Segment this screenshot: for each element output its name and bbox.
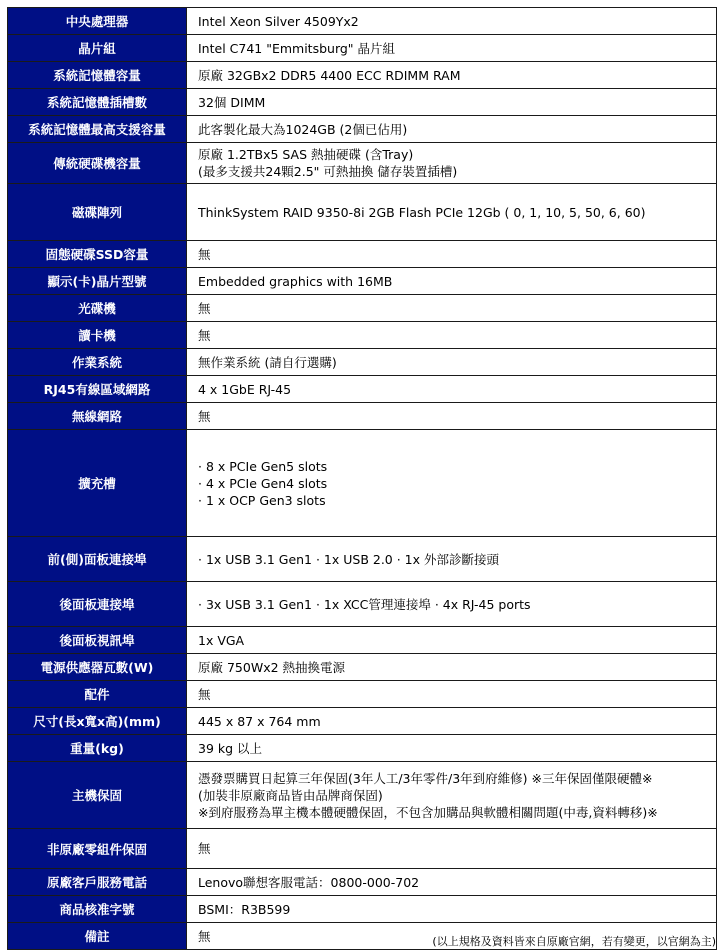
spec-value <box>187 654 717 681</box>
spec-value-line: (最多支援共24顆2.5" 可熱抽換 儲存裝置插槽) <box>198 164 458 179</box>
spec-row <box>8 735 717 762</box>
spec-value-line: 無 <box>198 327 211 343</box>
spec-value-line: Embedded graphics with 16MB <box>198 273 393 289</box>
spec-value-line: ※到府服務為單主機本體硬體保固，不包含加購品與軟體相關問題(中毒,資料轉移)※ <box>198 804 658 820</box>
spec-row <box>8 537 717 582</box>
spec-value <box>187 582 717 627</box>
spec-label: 光碟機 <box>8 295 187 322</box>
spec-row <box>8 349 717 376</box>
spec-table-body <box>8 8 717 950</box>
spec-value <box>187 268 717 295</box>
spec-label: 主機保固 <box>8 762 187 829</box>
spec-value-line: 無 <box>198 246 211 262</box>
spec-value <box>187 896 717 923</box>
spec-row <box>8 35 717 62</box>
spec-value-line: · 1 x OCP Gen3 slots <box>198 492 326 508</box>
spec-row <box>8 322 717 349</box>
spec-value <box>187 116 717 143</box>
spec-label: 非原廠零組件保固 <box>8 829 187 869</box>
spec-value-line: 39 kg 以上 <box>198 740 263 756</box>
spec-row <box>8 143 717 184</box>
spec-label: 前(側)面板連接埠 <box>8 537 187 582</box>
spec-row <box>8 708 717 735</box>
spec-value <box>187 35 717 62</box>
spec-label: 中央處理器 <box>8 8 187 35</box>
spec-table <box>7 7 717 950</box>
spec-value-line: 原廠 1.2TBx5 SAS 熱抽硬碟 (含Tray) <box>198 147 414 162</box>
spec-value-line: 無 <box>198 408 211 424</box>
spec-value <box>187 322 717 349</box>
spec-value <box>187 869 717 896</box>
spec-value-line: BSMI：R3B599 <box>198 901 291 917</box>
spec-value-line: 此客製化最大為1024GB (2個已佔用) <box>198 121 408 137</box>
spec-row <box>8 654 717 681</box>
spec-value-line: 無 <box>198 841 211 856</box>
spec-value-line: 無作業系統 (請自行選購) <box>198 354 337 370</box>
spec-label: 原廠客戶服務電話 <box>8 869 187 896</box>
spec-row <box>8 896 717 923</box>
spec-value-line: · 1x USB 3.1 Gen1 · 1x USB 2.0 · 1x 外部診斷接頭 <box>198 551 500 567</box>
spec-row <box>8 116 717 143</box>
spec-value-line: 4 x 1GbE RJ-45 <box>198 381 292 397</box>
spec-value-line: Lenovo聯想客服電話：0800-000-702 <box>198 874 420 890</box>
spec-row <box>8 869 717 896</box>
spec-value-line: (加裝非原廠商品皆由品牌商保固) <box>198 787 383 803</box>
spec-value-line: 無 <box>198 686 211 702</box>
spec-label: 系統記憶體最高支援容量 <box>8 116 187 143</box>
spec-value <box>187 829 717 869</box>
spec-value-line: 無 <box>198 928 211 944</box>
spec-value-line: ThinkSystem RAID 9350-8i 2GB Flash PCIe 12Gb ( 0, 1, 10, 5, 50, 6, 60) <box>198 204 646 220</box>
spec-value <box>187 241 717 268</box>
spec-value <box>187 403 717 430</box>
spec-row <box>8 762 717 829</box>
spec-label: 系統記憶體插槽數 <box>8 89 187 116</box>
spec-value <box>187 143 717 184</box>
spec-label: 後面板連接埠 <box>8 582 187 627</box>
spec-row <box>8 268 717 295</box>
spec-row <box>8 430 717 537</box>
spec-value <box>187 735 717 762</box>
spec-row <box>8 89 717 116</box>
spec-value <box>187 627 717 654</box>
spec-label: 固態硬碟SSD容量 <box>8 241 187 268</box>
spec-label: RJ45有線區域網路 <box>8 376 187 403</box>
spec-value <box>187 681 717 708</box>
spec-value <box>187 376 717 403</box>
spec-row <box>8 241 717 268</box>
spec-row <box>8 582 717 627</box>
spec-row <box>8 8 717 35</box>
spec-value <box>187 8 717 35</box>
spec-row <box>8 295 717 322</box>
spec-row <box>8 62 717 89</box>
spec-value-line: 原廠 32GBx2 DDR5 4400 ECC RDIMM RAM <box>198 67 461 83</box>
spec-label: 後面板視訊埠 <box>8 627 187 654</box>
spec-value <box>187 89 717 116</box>
footer-note: (以上規格及資料皆來自原廠官網，若有變更，以官網為主) <box>432 935 716 948</box>
spec-row <box>8 184 717 241</box>
spec-label: 讀卡機 <box>8 322 187 349</box>
spec-value-line: 原廠 750Wx2 熱抽換電源 <box>198 659 346 675</box>
spec-value <box>187 349 717 376</box>
spec-value-line: 32個 DIMM <box>198 94 266 110</box>
spec-value-line: · 4 x PCIe Gen4 slots <box>198 475 328 491</box>
spec-value <box>187 295 717 322</box>
spec-value <box>187 762 717 829</box>
spec-label: 配件 <box>8 681 187 708</box>
spec-label: 重量(kg) <box>8 735 187 762</box>
spec-label: 磁碟陣列 <box>8 184 187 241</box>
spec-value-line: 1x VGA <box>198 632 245 648</box>
spec-value <box>187 430 717 537</box>
spec-label: 擴充槽 <box>8 430 187 537</box>
spec-value-line: Intel Xeon Silver 4509Yx2 <box>198 13 359 29</box>
spec-value-line: · 3x USB 3.1 Gen1 · 1x XCC管理連接埠 · 4x RJ-45 ports <box>198 596 531 612</box>
spec-label: 商品核准字號 <box>8 896 187 923</box>
spec-value <box>187 62 717 89</box>
spec-label: 作業系統 <box>8 349 187 376</box>
spec-label: 無線網路 <box>8 403 187 430</box>
spec-value-line: 無 <box>198 300 211 316</box>
spec-row <box>8 403 717 430</box>
spec-value-line: 憑發票購買日起算三年保固(3年人工/3年零件/3年到府維修) ※三年保固僅限硬體※ <box>198 770 653 786</box>
spec-row <box>8 376 717 403</box>
spec-value <box>187 708 717 735</box>
spec-label: 尺寸(長x寬x高)(mm) <box>8 708 187 735</box>
spec-label: 備註 <box>8 923 187 950</box>
spec-row <box>8 681 717 708</box>
spec-value <box>187 184 717 241</box>
spec-value-line: · 8 x PCIe Gen5 slots <box>198 458 328 474</box>
spec-row <box>8 829 717 869</box>
spec-row <box>8 627 717 654</box>
spec-label: 晶片組 <box>8 35 187 62</box>
spec-value <box>187 537 717 582</box>
spec-label: 傳統硬碟機容量 <box>8 143 187 184</box>
spec-label: 系統記憶體容量 <box>8 62 187 89</box>
spec-value-line: Intel C741 "Emmitsburg" 晶片組 <box>198 40 396 56</box>
spec-label: 電源供應器瓦數(W) <box>8 654 187 681</box>
spec-value-line: 445 x 87 x 764 mm <box>198 713 321 729</box>
spec-label: 顯示(卡)晶片型號 <box>8 268 187 295</box>
